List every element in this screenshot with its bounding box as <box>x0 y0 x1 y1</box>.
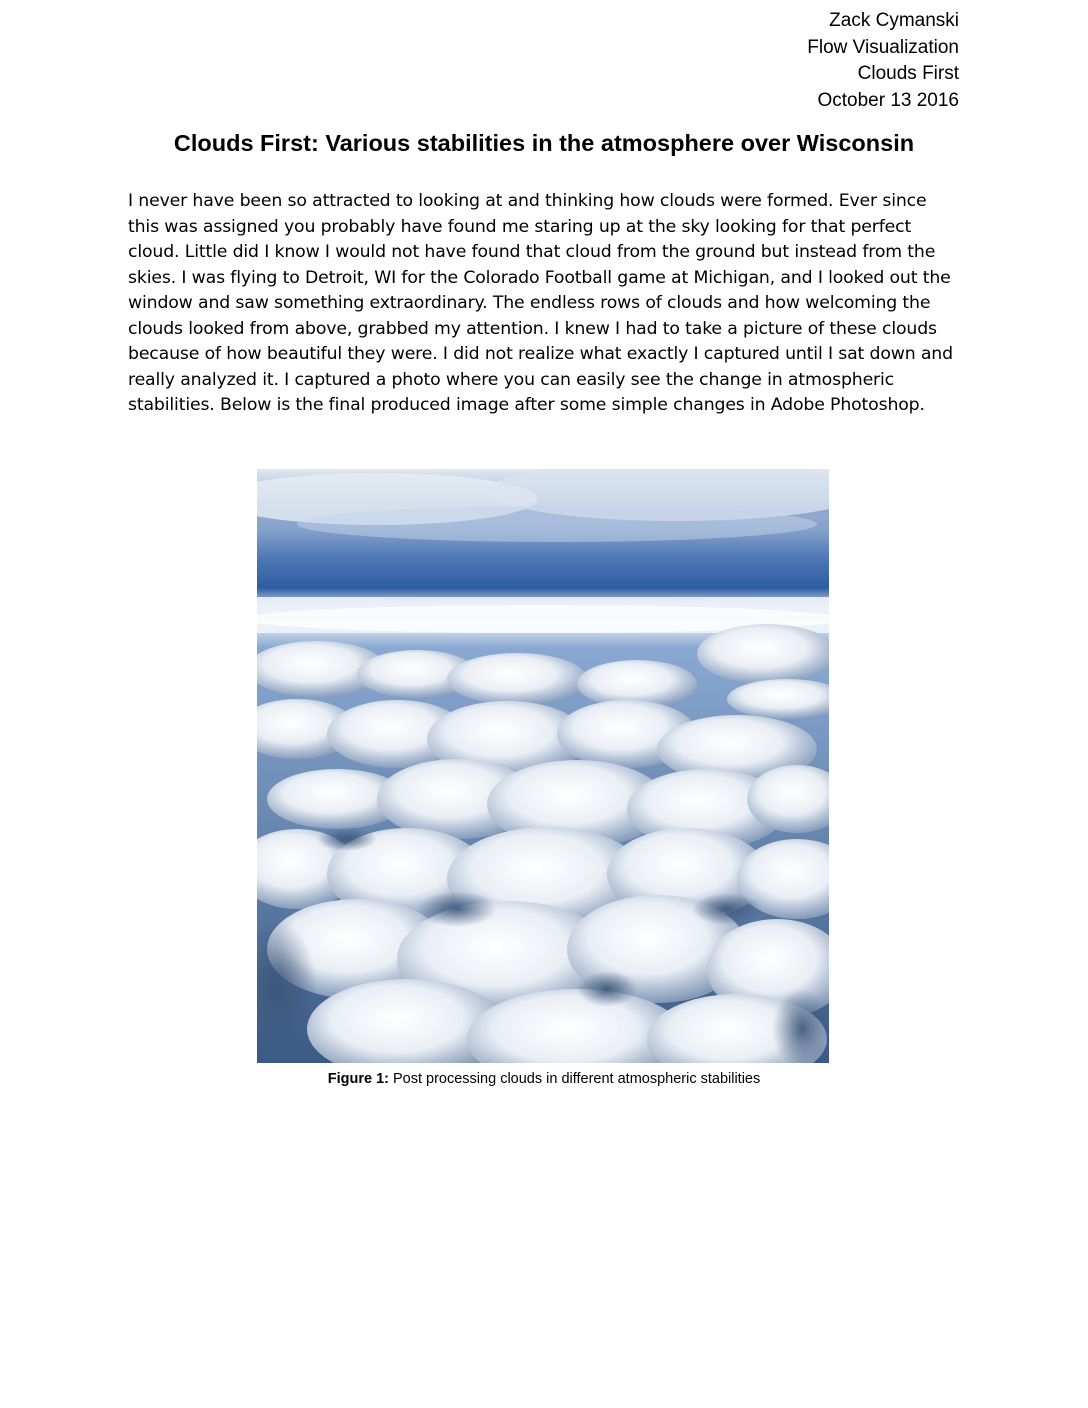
assignment-name: Clouds First <box>857 63 959 84</box>
author-name: Zack Cymanski <box>829 10 959 31</box>
cloud-photo <box>257 469 829 1063</box>
figure-label: Figure 1: <box>327 1071 389 1087</box>
document-title: Clouds First: Various stabilities in the atmosphere over Wisconsin <box>173 130 915 156</box>
document-date: October 13 2016 <box>817 89 959 111</box>
document-header <box>807 8 959 114</box>
body-paragraph: I never have been so attracted to looking at and thinking how clouds were formed. Ever since this was assigned you probably have found me staring up at the sky looking for that perfect cloud. Little did I know I would not have found that cloud from the ground but instead from the skies. I was flying to Detroit, WI for the Colorado Football game at Michigan, and I looked out the window and saw something extraordinary. The endless rows of clouds and how welcoming the clouds looked from above, grabbed my attention. I knew I had to take a picture of these clouds because of how beautiful they were. I did not realize what exactly I captured until I sat down and really analyzed it. I captured a photo where you can easily see the change in atmospheric stabilities. Below is the final produced image after some simple changes in Adobe Photoshop. <box>128 191 953 415</box>
figure-caption <box>0 1069 1088 1089</box>
figure-caption-text: Post processing clouds in different atmospheric stabilities <box>388 1071 761 1087</box>
course-name: Flow Visualization <box>807 36 959 58</box>
